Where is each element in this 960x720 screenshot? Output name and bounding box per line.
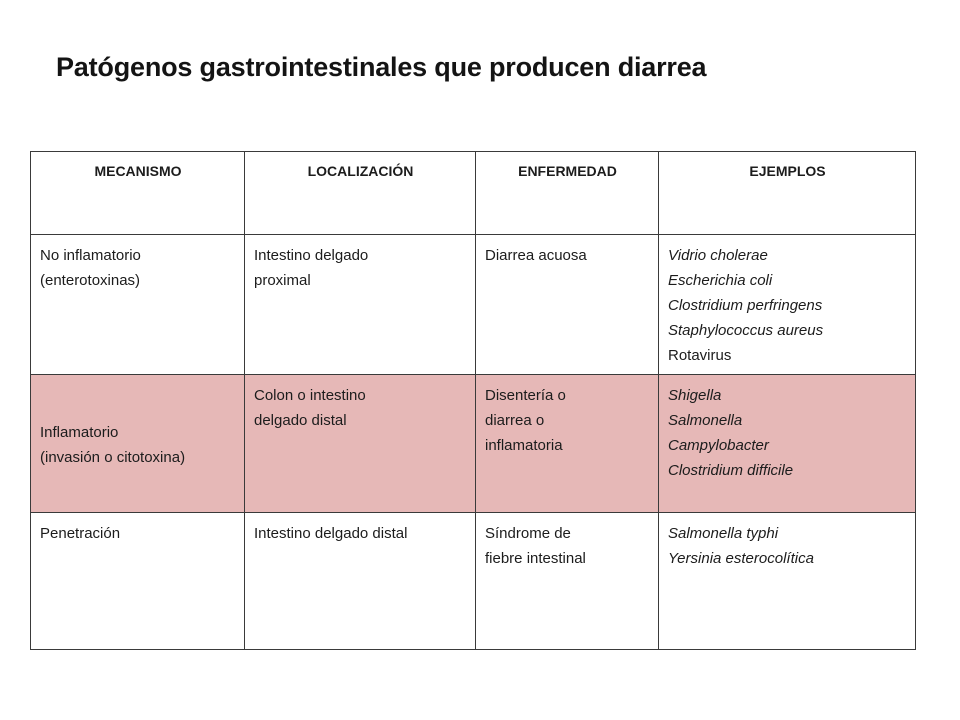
cell-line: Inflamatorio [40, 423, 119, 441]
cell-line: diarrea o [485, 412, 545, 429]
cell-line: No inflamatorio [40, 247, 141, 264]
cell-line: Intestino delgado [254, 247, 369, 264]
pathogen-name: Salmonella [668, 412, 743, 429]
cell-localizacion [245, 513, 476, 650]
pathogen-name: Clostridium difficile [668, 462, 794, 479]
cell-localizacion [245, 375, 476, 513]
pathogen-name: Staphylococcus aureus [668, 322, 824, 339]
pathogen-name: Clostridium perfringens [668, 297, 823, 314]
pathogens-table-container [30, 151, 915, 650]
pathogen-name: Rotavirus [668, 347, 732, 364]
cell-enfermedad [476, 513, 659, 650]
header-mecanismo: MECANISMO [31, 152, 245, 235]
cell-ejemplos [659, 513, 916, 650]
pathogens-table [30, 151, 916, 650]
table-row [31, 513, 916, 650]
table-row [31, 235, 916, 375]
pathogen-name: Yersinia esterocolítica [668, 550, 814, 567]
pathogen-name: Escherichia coli [668, 272, 773, 289]
cell-line: Colon o intestino [254, 387, 366, 404]
cell-line: Disentería o [485, 387, 566, 404]
cell-line: (enterotoxinas) [40, 272, 141, 289]
header-ejemplos: EJEMPLOS [659, 152, 916, 235]
pathogen-name: Salmonella typhi [668, 525, 779, 542]
cell-enfermedad [476, 375, 659, 513]
cell-line: Penetración [40, 525, 121, 542]
cell-line: Síndrome de [485, 525, 571, 542]
table-row-highlighted [31, 375, 916, 513]
cell-ejemplos [659, 375, 916, 513]
cell-line: inflamatoria [485, 437, 563, 454]
pathogen-name: Shigella [668, 387, 722, 404]
pathogen-name: Vidrio cholerae [668, 247, 768, 264]
cell-line: Intestino delgado distal [254, 525, 408, 542]
cell-line: delgado distal [254, 412, 347, 429]
cell-line: fiebre intestinal [485, 550, 586, 567]
header-localizacion: LOCALIZACIÓN [245, 152, 476, 235]
cell-mecanismo [31, 513, 245, 650]
header-enfermedad: ENFERMEDAD [476, 152, 659, 235]
cell-ejemplos [659, 235, 916, 375]
table-header-row [31, 152, 916, 235]
cell-line: proximal [254, 272, 311, 289]
cell-mecanismo [31, 235, 245, 375]
cell-enfermedad [476, 235, 659, 375]
pathogen-name: Campylobacter [668, 437, 769, 454]
cell-line: Diarrea acuosa [485, 247, 587, 264]
cell-mecanismo [31, 375, 245, 513]
cell-localizacion [245, 235, 476, 375]
page-title: Patógenos gastrointestinales que producen diarrea [56, 52, 707, 82]
cell-line: (invasión o citotoxina) [40, 448, 186, 466]
